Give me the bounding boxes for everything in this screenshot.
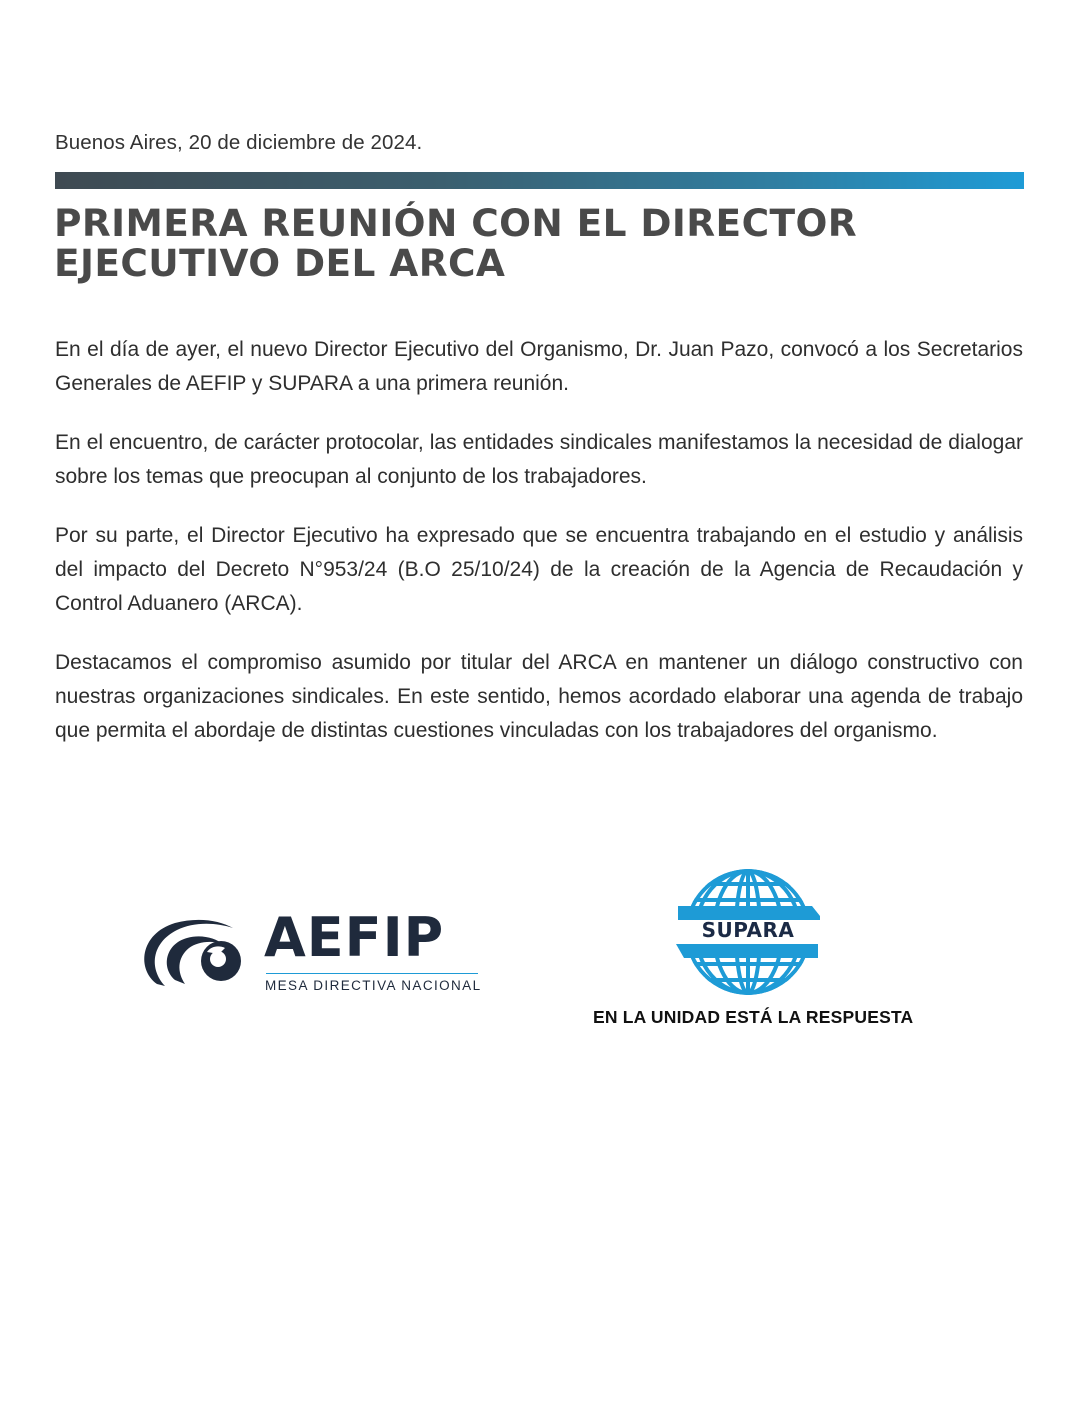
aefip-eye-logo-icon — [135, 914, 247, 996]
aefip-logo — [135, 906, 485, 1002]
paragraph: Por su parte, el Director Ejecutivo ha expresado que se encuentra trabajando en el estudio y análisis del impacto del Decreto N°953/24 (B.O 25/10/24) de la creación de la Agencia de Recaudación y Control Aduanero (ARCA). — [55, 524, 1023, 615]
page-title: PRIMERA REUNIÓN CON EL DIRECTOR EJECUTIVO DEL ARCA — [54, 201, 858, 285]
document-body — [55, 333, 1023, 773]
aefip-subtitle: MESA DIRECTIVA NACIONAL — [265, 978, 482, 993]
aefip-divider — [266, 973, 478, 974]
aefip-name: AEFIP — [264, 906, 445, 969]
header-rule — [55, 172, 1024, 189]
supara-name: SUPARA — [701, 918, 795, 942]
supara-motto: EN LA UNIDAD ESTÁ LA RESPUESTA — [593, 1007, 914, 1027]
paragraph: Destacamos el compromiso asumido por titular del ARCA en mantener un diálogo constructivo con nuestras organizaciones sindicales. En este sentido, hemos acordado elaborar una agenda de trabajo que permita el abordaje de distintas cuestiones vinculadas con los trabajadores del organismo. — [55, 651, 1023, 742]
date-line: Buenos Aires, 20 de diciembre de 2024. — [55, 131, 423, 154]
paragraph: En el encuentro, de carácter protocolar, las entidades sindicales manifestamos la necesidad de dialogar sobre los temas que preocupan al conjunto de los trabajadores. — [55, 431, 1023, 488]
supara-logo — [676, 866, 820, 998]
paragraph: En el día de ayer, el nuevo Director Ejecutivo del Organismo, Dr. Juan Pazo, convocó a los Secretarios Generales de AEFIP y SUPARA a una primera reunión. — [55, 338, 1023, 395]
